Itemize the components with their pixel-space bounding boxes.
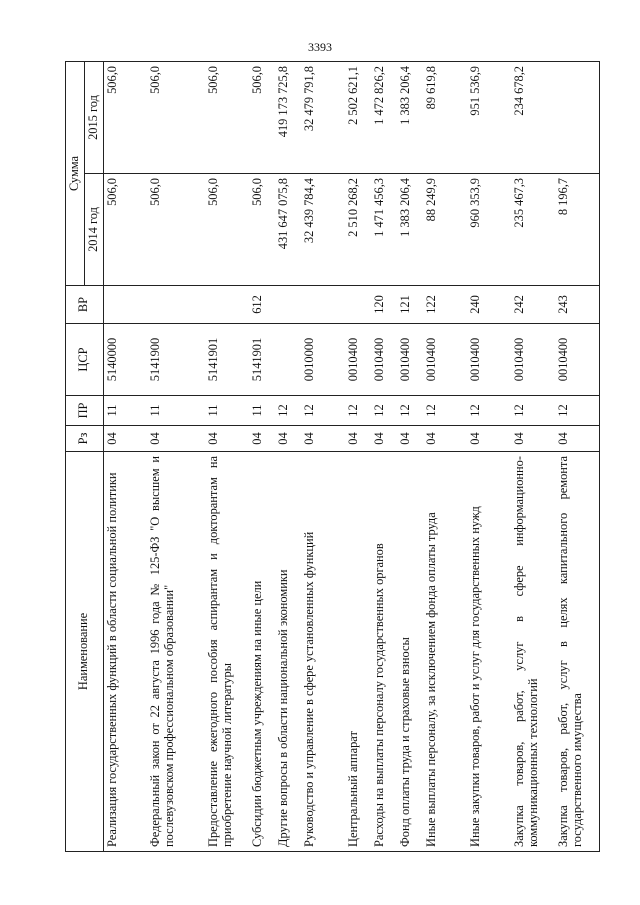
row-vr [205, 286, 249, 324]
row-rz: 04 [371, 426, 397, 452]
row-vr: 120 [371, 286, 397, 324]
row-csr: 5141901 [249, 324, 275, 396]
row-pr: 12 [371, 396, 397, 426]
row-sum-2014: 1 383 206,4 [397, 174, 423, 286]
table-row [511, 62, 555, 852]
row-csr: 0010400 [423, 324, 467, 396]
row-csr: 5141901 [205, 324, 249, 396]
row-sum-2014: 506,0 [147, 174, 205, 286]
table-row [423, 62, 467, 852]
row-sum-2014: 431 647 075,8 [275, 174, 301, 286]
table-row [345, 62, 371, 852]
row-rz: 04 [345, 426, 371, 452]
row-vr: 243 [555, 286, 599, 324]
row-pr: 12 [555, 396, 599, 426]
row-csr: 0010400 [371, 324, 397, 396]
row-pr: 12 [467, 396, 511, 426]
header-year-2015: 2015 год [84, 62, 103, 174]
table-row [205, 62, 249, 852]
row-name: Руководство и управление в сфере установленных функций [301, 452, 345, 852]
header-vr: ВР [66, 286, 104, 324]
row-sum-2015: 234 678,2 [511, 62, 555, 174]
row-rz: 04 [205, 426, 249, 452]
row-vr: 612 [249, 286, 275, 324]
row-rz: 04 [249, 426, 275, 452]
row-csr: 0010000 [301, 324, 345, 396]
row-rz: 04 [275, 426, 301, 452]
row-csr: 0010400 [555, 324, 599, 396]
row-name: Федеральный закон от 22 августа 1996 года № 125-ФЗ "О высшем и послевузовском профессиональном образовании" [147, 452, 205, 852]
header-rz: Рз [66, 426, 104, 452]
table-row [147, 62, 205, 852]
row-sum-2014: 506,0 [103, 174, 147, 286]
row-sum-2015 [555, 62, 599, 174]
row-rz: 04 [397, 426, 423, 452]
row-sum-2014: 8 196,7 [555, 174, 599, 286]
row-pr: 12 [397, 396, 423, 426]
row-name: Расходы на выплаты персоналу государственных органов [371, 452, 397, 852]
row-sum-2015: 951 536,9 [467, 62, 511, 174]
row-csr: 0010400 [467, 324, 511, 396]
table-body [103, 62, 599, 852]
row-rz: 04 [423, 426, 467, 452]
row-sum-2014: 88 249,9 [423, 174, 467, 286]
row-name: Иные выплаты персоналу, за исключением фонда оплаты труда [423, 452, 467, 852]
row-rz: 04 [511, 426, 555, 452]
row-pr: 12 [345, 396, 371, 426]
header-name: Наименование [66, 452, 104, 852]
table-row [397, 62, 423, 852]
row-sum-2015: 506,0 [249, 62, 275, 174]
row-name: Предоставление ежегодного пособия аспирантам и докторантам на приобретение научной литературы [205, 452, 249, 852]
row-vr [301, 286, 345, 324]
table-header [66, 62, 104, 852]
row-csr: 0010400 [511, 324, 555, 396]
row-vr [147, 286, 205, 324]
row-vr: 240 [467, 286, 511, 324]
row-rz: 04 [147, 426, 205, 452]
row-sum-2014: 2 510 268,2 [345, 174, 371, 286]
header-csr: ЦСР [66, 324, 104, 396]
row-rz: 04 [301, 426, 345, 452]
header-pr: ПР [66, 396, 104, 426]
table-row [301, 62, 345, 852]
row-csr: 0010400 [345, 324, 371, 396]
row-rz: 04 [467, 426, 511, 452]
row-pr: 12 [301, 396, 345, 426]
row-csr: 5140000 [103, 324, 147, 396]
row-pr: 11 [249, 396, 275, 426]
row-vr: 242 [511, 286, 555, 324]
row-pr: 12 [423, 396, 467, 426]
table-row [249, 62, 275, 852]
table-row [371, 62, 397, 852]
row-sum-2015: 506,0 [103, 62, 147, 174]
row-sum-2015: 1 472 826,2 [371, 62, 397, 174]
header-sum: Сумма [66, 62, 85, 286]
row-name: Закупка товаров, работ, услуг в сфере информационно-коммуникационных технологий [511, 452, 555, 852]
row-sum-2015: 506,0 [147, 62, 205, 174]
row-name: Субсидии бюджетным учреждениям на иные цели [249, 452, 275, 852]
page-number: 3393 [308, 40, 332, 54]
row-name: Реализация государственных функций в области социальной политики [103, 452, 147, 852]
row-vr: 122 [423, 286, 467, 324]
row-sum-2014: 235 467,3 [511, 174, 555, 286]
row-sum-2015: 89 619,8 [423, 62, 467, 174]
row-pr: 11 [205, 396, 249, 426]
row-csr [275, 324, 301, 396]
row-sum-2015: 506,0 [205, 62, 249, 174]
row-name: Центральный аппарат [345, 452, 371, 852]
table-row [103, 62, 147, 852]
row-name: Иные закупки товаров, работ и услуг для государственных нужд [467, 452, 511, 852]
row-pr: 11 [147, 396, 205, 426]
row-rz: 04 [103, 426, 147, 452]
row-sum-2015: 32 479 791,8 [301, 62, 345, 174]
row-pr: 11 [103, 396, 147, 426]
row-name: Другие вопросы в области национальной экономики [275, 452, 301, 852]
row-vr [103, 286, 147, 324]
row-vr [275, 286, 301, 324]
rotated-page-frame [65, 62, 615, 852]
row-pr: 12 [275, 396, 301, 426]
table-row [275, 62, 301, 852]
budget-document [65, 62, 615, 852]
row-sum-2015: 1 383 206,4 [397, 62, 423, 174]
row-csr: 0010400 [397, 324, 423, 396]
row-vr: 121 [397, 286, 423, 324]
row-sum-2014: 506,0 [249, 174, 275, 286]
row-sum-2014: 506,0 [205, 174, 249, 286]
row-sum-2015: 419 173 725,8 [275, 62, 301, 174]
row-vr [345, 286, 371, 324]
budget-table [65, 61, 600, 852]
row-pr: 12 [511, 396, 555, 426]
row-rz: 04 [555, 426, 599, 452]
row-sum-2015: 2 502 621,1 [345, 62, 371, 174]
row-name: Закупка товаров, работ, услуг в целях капитального ремонта государственного имущества [555, 452, 599, 852]
row-sum-2014: 1 471 456,3 [371, 174, 397, 286]
row-csr: 5141900 [147, 324, 205, 396]
row-sum-2014: 960 353,9 [467, 174, 511, 286]
row-sum-2014: 32 439 784,4 [301, 174, 345, 286]
row-name: Фонд оплаты труда и страховые взносы [397, 452, 423, 852]
table-row [555, 62, 599, 852]
header-year-2014: 2014 год [84, 174, 103, 286]
table-row [467, 62, 511, 852]
